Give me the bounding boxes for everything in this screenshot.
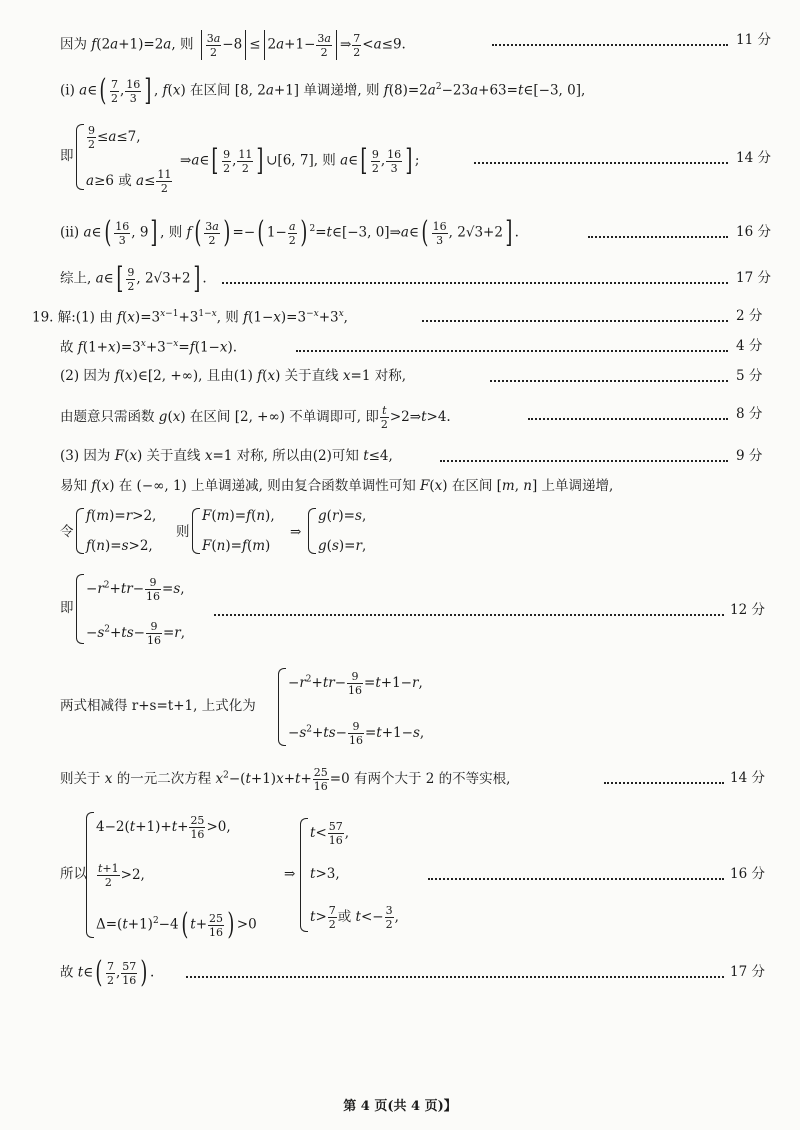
line-12-c1: g(r)=s, xyxy=(318,508,367,524)
line-2: (ⅰ) a∈( $\frac{7}{2}$ , $\frac{16}{3}$ ] , f(x) 在区间 [8, 2a+1] 单调递增, 则 $f(8)=2a^2-23a+63=t\in[-3$, 0], xyxy=(60,73,586,108)
line-12-b2: F(n)=f(m) xyxy=(202,538,271,554)
line-14-prefix: 两式相减得 r+s=t+1, 上式化为 xyxy=(60,698,256,714)
line-13-s1: $-r^2+tr-$ $\frac{9}{16}$ =s, xyxy=(86,576,185,603)
brace xyxy=(192,508,200,554)
score-line-9: 8 分 xyxy=(736,406,763,422)
line-9: 由题意只需函数 g(x) 在区间 [2, +∞) 不单调即可, 即 $\frac{t}{2}$ >2⇒t>4. xyxy=(60,404,451,431)
score-line-13: 12 分 xyxy=(730,602,765,618)
line-4: (ⅱ) a∈( $\frac{16}{3}$ , 9] , 则 f( $\frac{3a}{2}$ ) =−( 1− $\frac{a}{2}$ ) $^2$=t∈[−3, 0]⇒a∈( $\frac{16}{3}$ , 2√3+2] . xyxy=(60,215,519,250)
line-16-s2: $\frac{t+1}{2}$ >2, xyxy=(98,862,145,889)
leader-dots xyxy=(474,162,728,164)
score-line-16: 16 分 xyxy=(730,866,765,882)
line-16-r1: t< $\frac{57}{16}$ , xyxy=(310,820,350,847)
score-line-15: 14 分 xyxy=(730,770,765,786)
line-13-s2: $-s^2+ts-$ $\frac{9}{16}$ =r, xyxy=(86,620,186,647)
line-17: 故 t∈( $\frac{7}{2}$ , $\frac{57}{16}$ ) . xyxy=(60,955,155,990)
line-16-s1: 4−2(t+1)+t+ $\frac{25}{16}$ >0, xyxy=(96,814,231,841)
page-footer: 第 4 页(共 4 页)】 xyxy=(343,1099,457,1114)
line-13-prefix: 即 xyxy=(60,600,74,616)
brace xyxy=(76,574,84,644)
score-line-10: 9 分 xyxy=(736,448,763,464)
leader-dots xyxy=(440,460,728,462)
line-14-s2: $-s^2+ts-$ $\frac{9}{16}$ =t+1−s, xyxy=(288,720,425,747)
leader-dots xyxy=(214,614,724,616)
line-10: (3) 因为 F(x) 关于直线 x=1 对称, 所以由(2)可知 t≤4, xyxy=(60,448,393,464)
line-12-c2: g(s)=r, xyxy=(318,538,367,554)
score-line-1: 11 分 xyxy=(736,32,771,48)
line-12-arrow: ⇒ xyxy=(290,524,302,540)
leader-dots xyxy=(222,282,728,284)
line-16-r2: t>3, xyxy=(310,866,340,882)
line-3-sys-2: a≥6 或 a≤ $\frac{11}{2}$ xyxy=(86,168,172,195)
line-16-s3: $\Delta=(t+1)^2-4$( t+ $\frac{25}{16}$ ) >0 xyxy=(96,907,257,942)
line-16-prefix: 所以 xyxy=(60,866,87,882)
brace xyxy=(308,508,316,554)
leader-dots xyxy=(296,350,728,352)
line-3-sys-1: $\frac{9}{2}$ ≤a≤7, xyxy=(88,124,141,151)
brace xyxy=(76,508,84,554)
line-16-r3: t> $\frac{7}{2}$ 或 t<− $\frac{3}{2}$ , xyxy=(310,904,399,931)
leader-dots xyxy=(528,418,728,420)
leader-dots xyxy=(492,44,728,46)
score-line-4: 16 分 xyxy=(736,224,771,240)
leader-dots xyxy=(422,320,728,322)
leader-dots xyxy=(490,380,728,382)
line-3-prefix: 即 xyxy=(60,148,74,164)
score-line-7: 4 分 xyxy=(736,338,763,354)
line-12-prefix: 令 xyxy=(60,524,74,540)
line-12-a1: f(m)=r>2, xyxy=(86,508,157,524)
score-line-17: 17 分 xyxy=(730,964,765,980)
brace xyxy=(86,812,94,938)
brace xyxy=(300,818,308,932)
line-3-rest: ⇒a∈[ $\frac{9}{2}$ , $\frac{11}{2}$ ] ∪[6, 7], 则 a∈[ $\frac{9}{2}$ , $\frac{16}{3}$ ] ; xyxy=(180,143,420,178)
score-line-8: 5 分 xyxy=(736,368,763,384)
line-8: (2) 因为 f(x)∈[2, +∞), 且由(1) f(x) 关于直线 x=1 对称, xyxy=(60,368,407,384)
brace xyxy=(76,124,84,190)
score-line-3: 14 分 xyxy=(736,150,771,166)
leader-dots xyxy=(186,976,724,978)
score-line-6: 2 分 xyxy=(736,308,763,324)
line-12-a2: f(n)=s>2, xyxy=(86,538,153,554)
line-12-b1: F(m)=f(n), xyxy=(202,508,275,524)
line-1: 因为 f(2a+1)=2a, 则 $\frac{3a}{2}$ −8 ≤ 2a+1− $\frac{3a}{2}$ ⇒ $\frac{7}{2}$ <a≤9. xyxy=(60,31,406,59)
line-6: 19. 解:(1) 由 $f(x)=3^{x-1}+3^{1-x}$, 则 $f(1-x)=3^{-x}+3^x$, xyxy=(32,309,348,326)
line-15: 则关于 x 的一元二次方程 $x^2-(t+1)x+t+$ $\frac{25}{16}$ =0 有两个大于 2 的不等实根, xyxy=(60,766,511,793)
line-5: 综上, a∈[ $\frac{9}{2}$ , 2√3+2] . xyxy=(60,261,207,296)
leader-dots xyxy=(428,878,724,880)
leader-dots xyxy=(604,782,724,784)
line-14-s1: $-r^2+tr-$ $\frac{9}{16}$ =t+1−r, xyxy=(288,670,423,697)
line-12-mid: 则 xyxy=(176,524,190,540)
line-11: 易知 f(x) 在 (−∞, 1) 上单调递减, 则由复合函数单调性可知 F(x) 在区间 [m, n] 上单调递增, xyxy=(60,478,614,494)
line-16-arrow: ⇒ xyxy=(284,866,296,882)
line-7: 故 $f(1+x)=3^x+3^{-x}=f(1-x)$. xyxy=(60,339,238,356)
brace xyxy=(278,668,286,746)
leader-dots xyxy=(588,236,728,238)
score-line-5: 17 分 xyxy=(736,270,771,286)
